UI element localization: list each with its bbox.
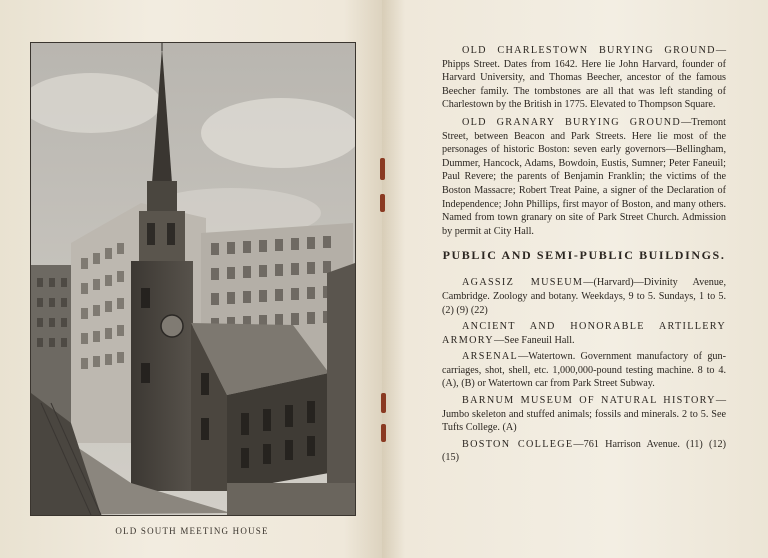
entry-lead: ANCIENT AND HONORABLE ARTILLERY ARMORY [442, 321, 726, 346]
entry-lead: AGASSIZ MUSEUM [462, 277, 584, 289]
binding-thread [380, 194, 385, 212]
entry-arsenal [442, 350, 726, 391]
entry-old-charlestown [442, 44, 726, 112]
entry-text: —Jumbo skeleton and stuffed animals; fossils and minerals. 2 to 5. See Tufts College. (A) [442, 395, 726, 434]
left-page [0, 0, 382, 558]
entry-text: —761 Harrison Avenue. (11) (12) (15) [442, 438, 726, 464]
entry-text: —Tremont Street, between Beacon and Park Streets. Here lie most of the personages of historic Boston: seven early governors—Bellingham, Dummer, Hancock, Adams, Bowdoin, Eustis, Sumner; Peter Faneuil; Paul Revere; the parents of Benjamin Franklin; the victims of the Boston Massacre; Robert Treat Paine, a signer of the Declaration of Independence; John Phillips, first mayor of Boston, and many others. Named from town granary on site of Park Street Church. Admission by permit at City Hall. [442, 116, 726, 237]
entry-boston-college [442, 438, 726, 465]
guide-text [442, 44, 726, 468]
entry-artillery-armory [442, 320, 726, 347]
entry-text: —Phipps Street. Dates from 1642. Here lie John Harvard, founder of Harvard University, and Thomas Beecher, ancestor of the famous Beecher family. The tombstones are all that was left standing of Charlestown by the British in 1775. Elevated to Thompson Square. [442, 45, 726, 111]
entry-text: —(Harvard)—Divinity Avenue, Cambridge. Zoology and botany. Weekdays, 9 to 5. Sundays, 1 to 5. (2) (9) (22) [442, 277, 726, 316]
binding-thread [380, 158, 385, 180]
section-heading: PUBLIC AND SEMI-PUBLIC BUILDINGS. [442, 248, 726, 263]
entry-barnum-museum [442, 394, 726, 435]
photo-illustration [31, 43, 355, 515]
entry-lead: ARSENAL [462, 351, 519, 363]
entry-text: —See Faneuil Hall. [493, 334, 575, 346]
entry-lead: BOSTON COLLEGE [462, 438, 574, 450]
old-south-meeting-house-photo [30, 42, 356, 516]
photo-caption: OLD SOUTH MEETING HOUSE [115, 526, 269, 536]
entry-lead: BARNUM MUSEUM OF NATURAL HISTORY [462, 395, 716, 407]
entry-lead: OLD CHARLESTOWN BURYING GROUND [462, 45, 716, 56]
entry-old-granary [442, 116, 726, 238]
entry-text: —Watertown. Government manufactory of gun-carriages, shot, shell, etc. 1,000,000-pound testing machine. 8 to 4. (A), (B) or Watertown car from Park Street Subway. [442, 351, 726, 390]
binding-thread [381, 424, 386, 442]
entry-agassiz-museum [442, 276, 726, 317]
binding-thread [381, 393, 386, 413]
entry-lead: OLD GRANARY BURYING GROUND [462, 116, 682, 128]
